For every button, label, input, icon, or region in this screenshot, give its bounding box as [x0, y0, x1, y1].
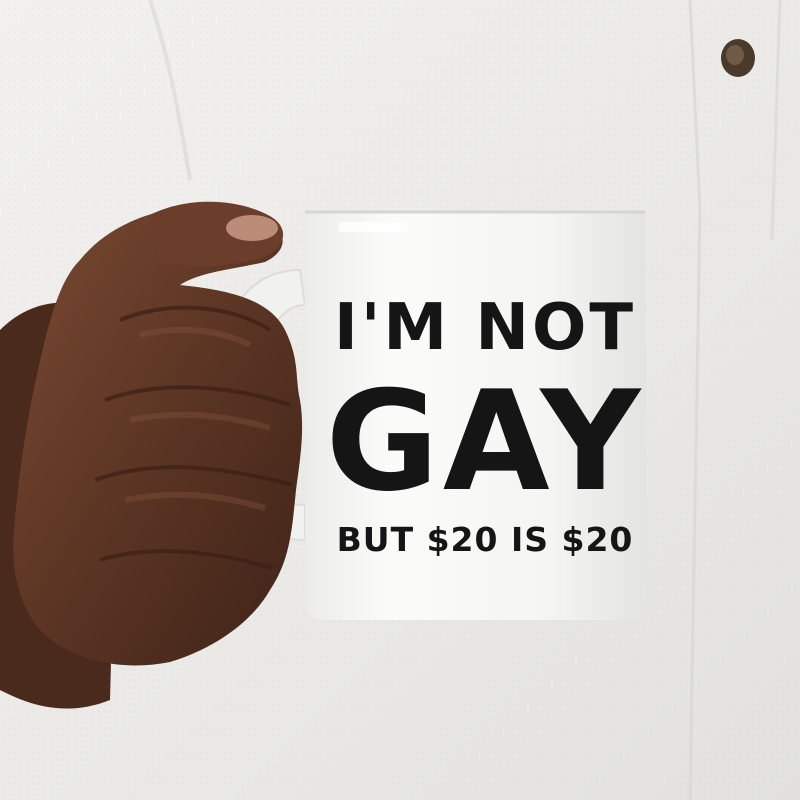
thumbnail	[226, 215, 278, 241]
mug-text-line-3: BUT $20 IS $20	[336, 520, 634, 559]
mug-text-line-1: I'M NOT	[334, 291, 636, 365]
mug-text-line-2: GAY	[325, 361, 645, 522]
